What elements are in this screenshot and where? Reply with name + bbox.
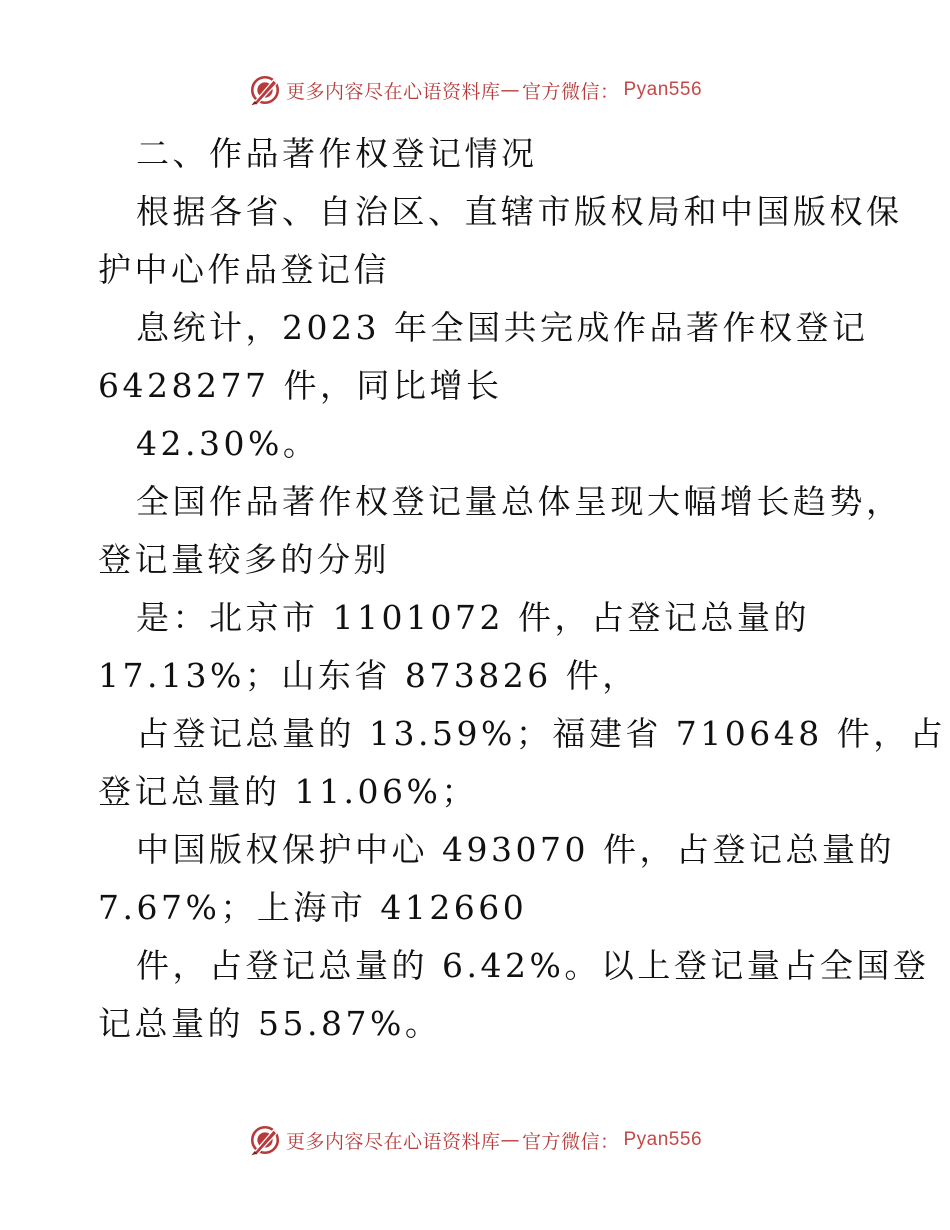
paragraph-line: 是：北京市 1101072 件，占登记总量的	[136, 598, 810, 637]
banner-text: 更多内容尽在心语资料库	[285, 1130, 501, 1153]
paragraph-line: 护中心作品登记信	[98, 250, 390, 289]
paragraph-line: 件，占登记总量的 6.42%。以上登记量占全国登	[136, 946, 930, 985]
paragraph-line: 息统计，2023 年全国共完成作品著作权登记	[136, 308, 869, 347]
paragraph-line: 6428277 件，同比增长	[98, 366, 503, 405]
footer-watermark-banner	[0, 1120, 950, 1160]
paragraph-line: 登记量较多的分别	[98, 540, 390, 579]
pen-seal-logo-icon	[248, 1123, 282, 1157]
paragraph-line: 登记总量的 11.06%；	[98, 772, 478, 811]
paragraph-line: 42.30%。	[136, 424, 320, 463]
section-heading: 二、作品著作权登记情况	[136, 134, 538, 173]
paragraph-line: 根据各省、自治区、直辖市版权局和中国版权保	[136, 192, 903, 231]
banner-separator: —	[500, 79, 520, 101]
banner-text: 更多内容尽在心语资料库	[285, 80, 501, 103]
paragraph-line: 记总量的 55.87%。	[98, 1004, 442, 1043]
paragraph-line: 7.67%；上海市 412660	[98, 888, 528, 927]
banner-wechat-label: 官方微信：	[521, 1130, 620, 1153]
document-body	[98, 125, 947, 1053]
banner-wechat-id: Pyan556	[623, 1129, 703, 1150]
paragraph-line: 占登记总量的 13.59%；福建省 710648 件，占	[136, 714, 947, 753]
paragraph-line: 中国版权保护中心 493070 件，占登记总量的	[136, 830, 895, 869]
paragraph-line: 17.13%；山东省 873826 件，	[98, 656, 639, 695]
header-watermark-banner	[0, 70, 950, 110]
paragraph-line: 全国作品著作权登记量总体呈现大幅增长趋势，	[136, 482, 903, 521]
banner-wechat-id: Pyan556	[623, 79, 703, 100]
banner-wechat-label: 官方微信：	[521, 80, 620, 103]
banner-separator: —	[500, 1129, 520, 1151]
pen-seal-logo-icon	[248, 73, 282, 107]
